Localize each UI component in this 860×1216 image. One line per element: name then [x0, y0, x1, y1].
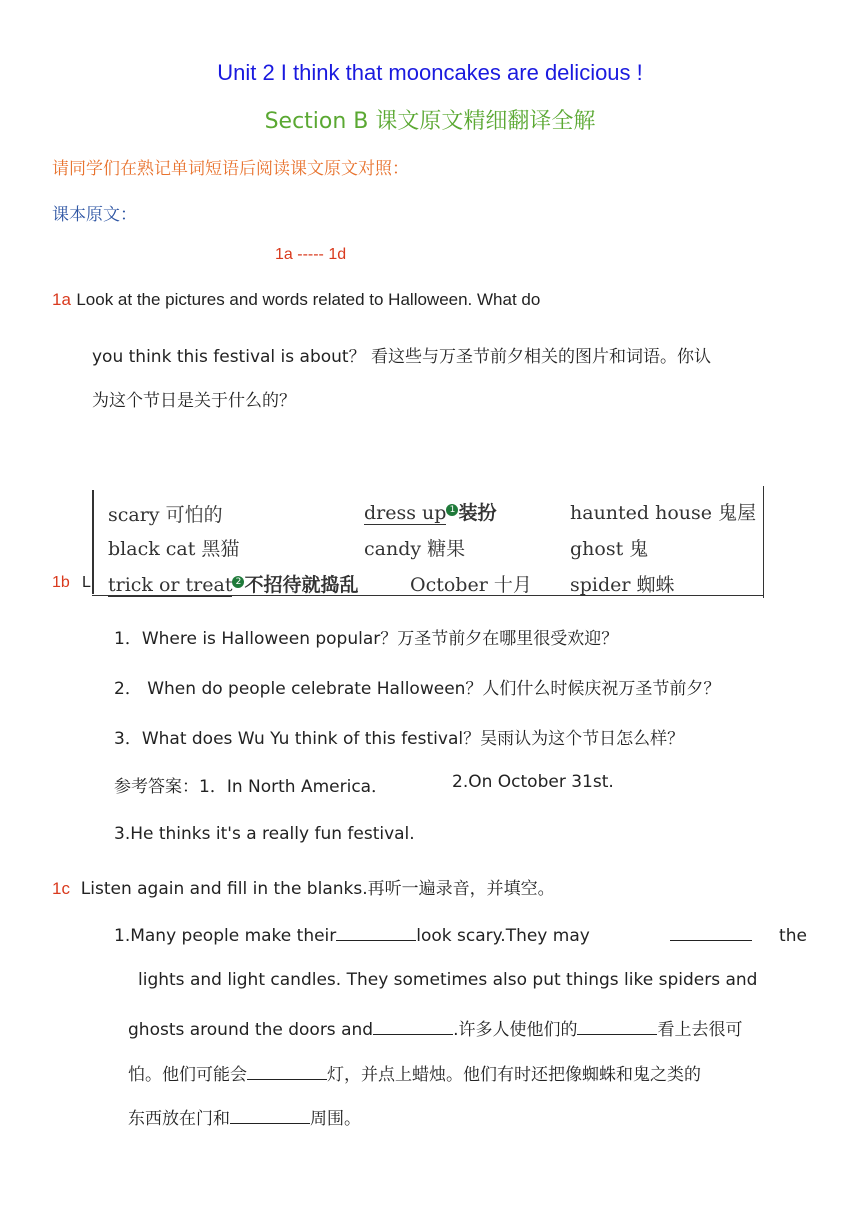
vocab-dress-up: dress up 1 装扮: [364, 502, 497, 524]
answer-2: 2.On October 31st.: [452, 772, 614, 792]
blank-1[interactable]: [336, 926, 416, 941]
blank-3[interactable]: [373, 1020, 453, 1035]
section-1a-line2: you think this festival is about？ 看这些与万圣节前夕相关的图片和词语。你认: [92, 347, 711, 367]
range-label: 1a ----- 1d: [275, 246, 347, 263]
section-1c-intro: [52, 874, 555, 899]
blank-5[interactable]: [247, 1065, 327, 1080]
vocab-box: [92, 486, 764, 604]
vocab-trick-or-treat: trick or treat 2 不招待就捣乱: [108, 574, 359, 596]
question-2: 2． When do people celebrate Halloween？人们什么时候庆祝万圣节前夕？: [114, 679, 721, 699]
blank-sentence-4: 怕。他们可能会 灯，并点上蜡烛。他们有时还把像蜘蛛和鬼之类的: [128, 1065, 701, 1085]
section-tag-1c: 1c: [52, 879, 70, 898]
blank-sentence-1: 1.Many people make their look scary.They may: [114, 926, 590, 946]
section-1a-line1: [52, 290, 540, 310]
instruction-text: 请同学们在熟记单词短语后阅读课文原文对照：: [52, 159, 409, 179]
blank-2[interactable]: [670, 926, 752, 941]
answer-1: 参考答案：1．In North America．: [114, 777, 389, 797]
section-tag-1a: 1a: [52, 290, 71, 309]
blank-sentence-1-end: the: [670, 926, 807, 946]
page-title: Unit 2 I think that mooncakes are delicious !: [217, 60, 643, 85]
blank-6[interactable]: [230, 1109, 310, 1124]
vocab-ghost: ghost 鬼: [570, 538, 649, 560]
section-1b-partial: L: [82, 574, 91, 591]
blank-sentence-5: 东西放在门和 周围。: [128, 1109, 361, 1129]
section-tag-1b: 1b: [52, 574, 70, 591]
vocab-haunted-house: haunted house 鬼屋: [570, 502, 757, 524]
question-3: 3．What does Wu Yu think of this festival？吴雨认为这个节日怎么样？: [114, 729, 685, 749]
section-1c-text: Listen again and fill in the blanks.再听一遍录音，并填空。: [80, 879, 555, 899]
vocab-spider: spider 蜘蛛: [570, 574, 675, 596]
answer-3: 3.He thinks it's a really fun festival.: [114, 824, 415, 844]
section-1a-line3: 为这个节日是关于什么的？: [92, 391, 296, 411]
note-2-icon: 2: [232, 576, 244, 588]
vocab-scary: scary 可怕的: [108, 504, 223, 526]
note-1-icon: 1: [446, 504, 458, 516]
vocab-black-cat: black cat 黑猫: [108, 538, 240, 560]
question-1: 1．Where is Halloween popular？万圣节前夕在哪里很受欢迎？: [114, 629, 619, 649]
blank-sentence-3: ghosts around the doors and .许多人使他们的 看上去很可: [128, 1020, 743, 1040]
section-1a-text: Look at the pictures and words related to Halloween. What do: [76, 290, 541, 309]
vocab-october: October 十月: [410, 574, 532, 596]
blank-sentence-2: lights and light candles. They sometimes also put things like spiders and: [138, 970, 758, 990]
blank-4[interactable]: [577, 1020, 657, 1035]
page-subtitle: Section B 课文原文精细翻译全解: [264, 109, 596, 134]
vocab-candy: candy 糖果: [364, 538, 466, 560]
source-label: 课本原文：: [52, 205, 137, 225]
